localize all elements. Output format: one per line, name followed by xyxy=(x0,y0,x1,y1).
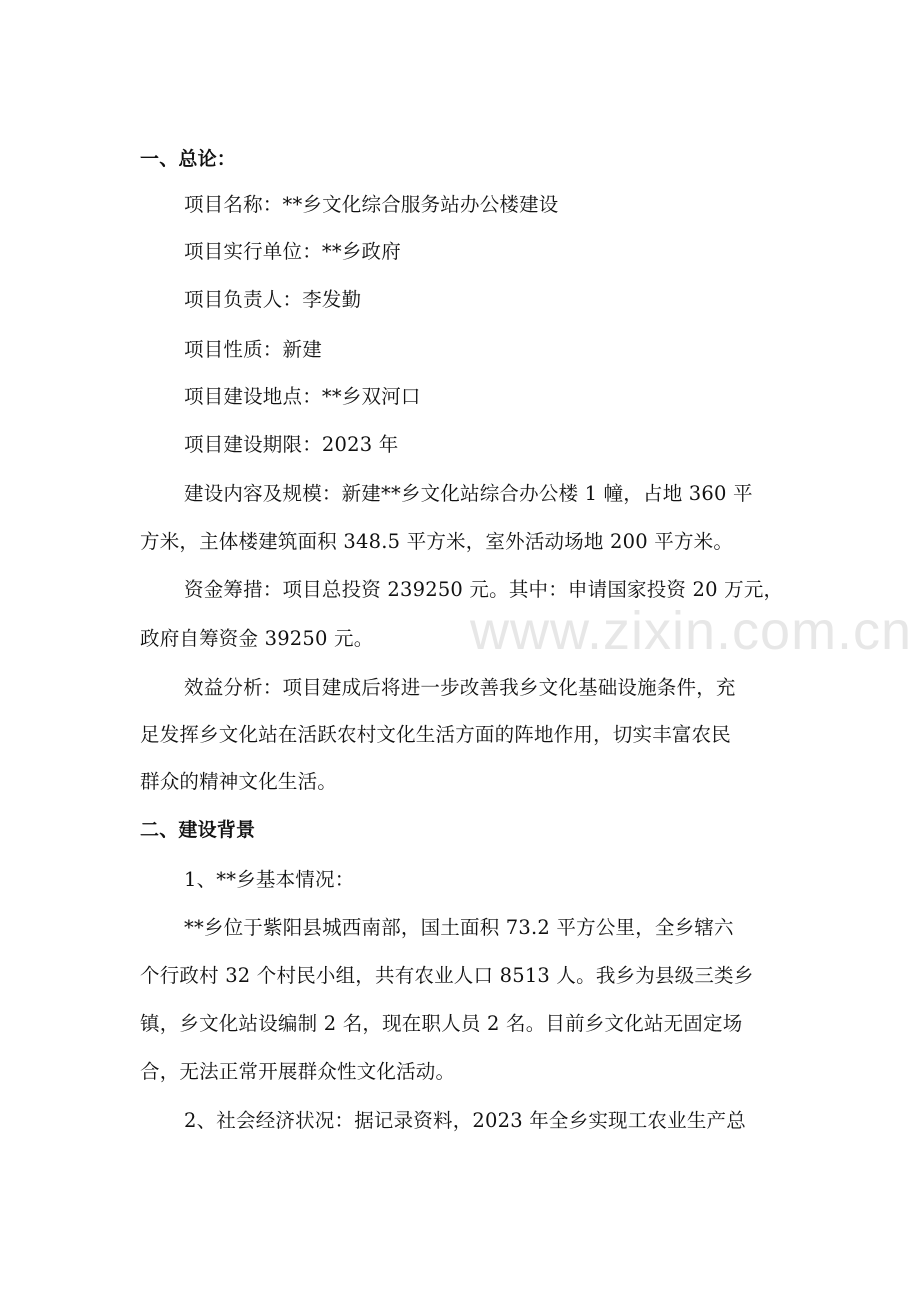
basic-situation-line-3: 镇，乡文化站设编制 2 名，现在职人员 2 名。目前乡文化站无固定场 xyxy=(140,1012,743,1035)
economic-situation-line-1: 2、社会经济状况：据记录资料，2023 年全乡实现工农业生产总 xyxy=(184,1109,746,1132)
implementing-unit-line: 项目实行单位：**乡政府 xyxy=(184,240,401,263)
project-name-line: 项目名称：**乡文化综合服务站办公楼建设 xyxy=(184,193,559,216)
basic-situation-line-4: 合，无法正常开展群众性文化活动。 xyxy=(140,1060,456,1083)
funding-line-1: 资金筹措：项目总投资 239250 元。其中：申请国家投资 20 万元， xyxy=(184,578,784,601)
project-location-line: 项目建设地点：**乡双河口 xyxy=(184,385,421,408)
basic-situation-line-2: 个行政村 32 个村民小组，共有农业人口 8513 人。我乡为县级三类乡 xyxy=(140,964,754,987)
basic-situation-line-1: **乡位于紫阳县城西南部，国土面积 73.2 平方公里，全乡辖六 xyxy=(184,916,734,939)
project-period-line: 项目建设期限：2023 年 xyxy=(184,433,399,456)
content-scale-line-1: 建设内容及规模：新建**乡文化站综合办公楼 1 幢，占地 360 平 xyxy=(184,482,753,505)
benefit-line-1: 效益分析：项目建成后将进一步改善我乡文化基础设施条件，充 xyxy=(184,676,736,699)
benefit-line-3: 群众的精神文化生活。 xyxy=(140,770,338,793)
section-heading-background: 二、建设背景 xyxy=(140,819,256,841)
funding-line-2: 政府自筹资金 39250 元。 xyxy=(140,627,374,650)
section-heading-general: 一、总论： xyxy=(140,148,237,170)
watermark: www.zixin.com.cn xyxy=(470,601,913,661)
project-nature-line: 项目性质：新建 xyxy=(184,338,322,361)
project-leader-line: 项目负责人：李发勤 xyxy=(184,288,362,311)
content-scale-line-2: 方米，主体楼建筑面积 348.5 平方米，室外活动场地 200 平方米。 xyxy=(140,530,734,553)
benefit-line-2: 足发挥乡文化站在活跃农村文化生活方面的阵地作用，切实丰富农民 xyxy=(140,723,732,746)
basic-situation-heading: 1、**乡基本情况： xyxy=(184,868,355,891)
